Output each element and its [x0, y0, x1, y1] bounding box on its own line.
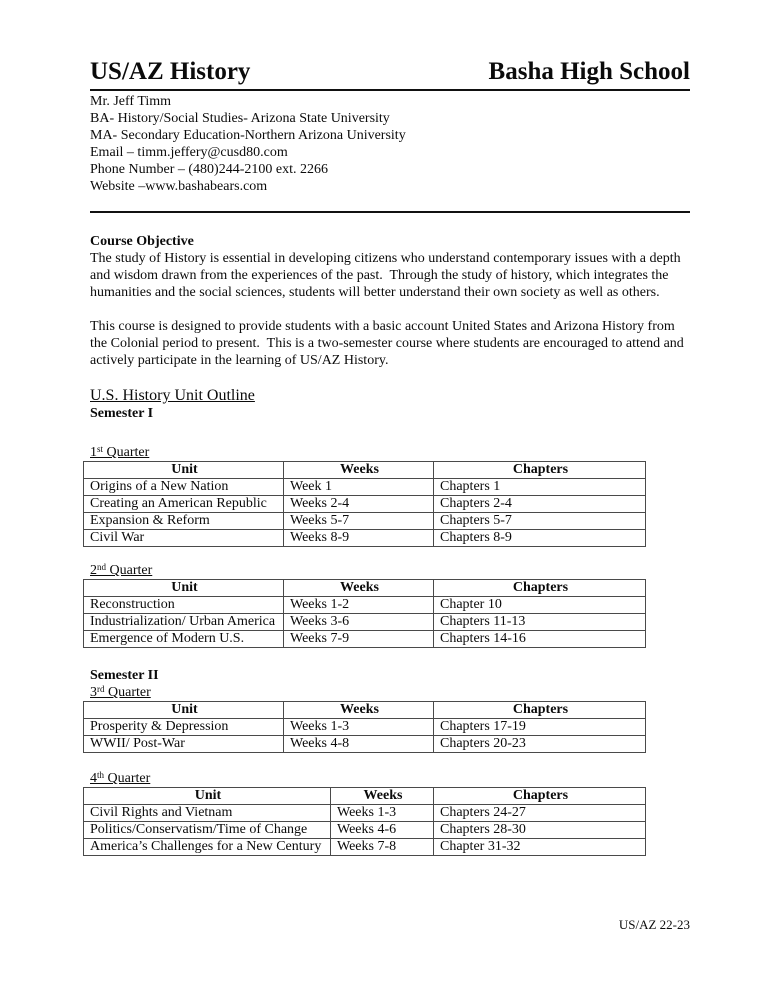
quarter-2-heading: 2nd Quarter	[90, 562, 153, 578]
column-header-chapters: Chapters	[434, 580, 646, 597]
table-row	[84, 513, 646, 530]
unit-cell: America’s Challenges for a New Century	[84, 839, 331, 856]
column-header-weeks: Weeks	[284, 702, 434, 719]
unit-cell: WWII/ Post-War	[84, 736, 284, 753]
unit-outline-heading: U.S. History Unit Outline	[90, 387, 255, 404]
ba-credential: BA- History/Social Studies- Arizona State University	[90, 111, 390, 126]
course-objective-heading: Course Objective	[90, 234, 194, 249]
unit-cell: Expansion & Reform	[84, 513, 284, 530]
unit-cell: Prosperity & Depression	[84, 719, 284, 736]
unit-cell: Emergence of Modern U.S.	[84, 631, 284, 648]
column-header-weeks: Weeks	[284, 580, 434, 597]
unit-cell: Civil War	[84, 530, 284, 547]
chapters-cell: Chapters 8-9	[434, 530, 646, 547]
table-row	[84, 479, 646, 496]
teacher-name: Mr. Jeff Timm	[90, 94, 172, 109]
column-header-unit: Unit	[84, 702, 284, 719]
chapters-cell: Chapters 20-23	[434, 736, 646, 753]
column-header-unit: Unit	[84, 462, 284, 479]
weeks-cell: Weeks 4-6	[331, 822, 434, 839]
unit-cell: Civil Rights and Vietnam	[84, 805, 331, 822]
weeks-cell: Weeks 4-8	[284, 736, 434, 753]
chapters-cell: Chapter 10	[434, 597, 646, 614]
ma-credential: MA- Secondary Education-Northern Arizona University	[90, 128, 406, 143]
column-header-chapters: Chapters	[434, 788, 646, 805]
column-header-unit: Unit	[84, 788, 331, 805]
unit-cell: Industrialization/ Urban America	[84, 614, 284, 631]
unit-cell: Creating an American Republic	[84, 496, 284, 513]
weeks-cell: Weeks 7-8	[331, 839, 434, 856]
quarter-1-table	[83, 461, 646, 547]
weeks-cell: Weeks 1-3	[331, 805, 434, 822]
column-header-chapters: Chapters	[434, 462, 646, 479]
chapters-cell: Chapters 2-4	[434, 496, 646, 513]
weeks-cell: Weeks 1-3	[284, 719, 434, 736]
weeks-cell: Weeks 7-9	[284, 631, 434, 648]
chapters-cell: Chapters 14-16	[434, 631, 646, 648]
quarter-1-heading: 1st Quarter	[90, 444, 150, 460]
column-header-unit: Unit	[84, 580, 284, 597]
table-row	[84, 597, 646, 614]
chapters-cell: Chapters 17-19	[434, 719, 646, 736]
chapters-cell: Chapters 1	[434, 479, 646, 496]
website-line: Website –www.bashabears.com	[90, 179, 268, 194]
chapters-cell: Chapters 24-27	[434, 805, 646, 822]
table-row	[84, 631, 646, 648]
course-title: US/AZ History	[90, 58, 251, 85]
table-row	[84, 822, 646, 839]
column-header-chapters: Chapters	[434, 702, 646, 719]
school-name: Basha High School	[488, 58, 690, 85]
objective-paragraph-1: The study of History is essential in developing citizens who understand contemporary issues with a depth and wisdom drawn from the experiences of the past. Through the study of history, which integrates the humanities and the social sciences, students will better understand their own society as well as others.	[90, 251, 685, 300]
quarter-3-table	[83, 701, 646, 753]
table-row	[84, 614, 646, 631]
chapters-cell: Chapters 28-30	[434, 822, 646, 839]
document-header	[90, 56, 690, 91]
objective-paragraph-2: This course is designed to provide students with a basic account United States and Arizona History from the Colonial period to present. This is a two-semester course where students are encouraged to attend and actively participate in the learning of US/AZ History.	[90, 319, 688, 368]
semester-2-label: Semester II	[90, 668, 159, 683]
table-row	[84, 839, 646, 856]
phone-line: Phone Number – (480)244-2100 ext. 2266	[90, 162, 328, 177]
quarter-2-table	[83, 579, 646, 648]
unit-cell: Reconstruction	[84, 597, 284, 614]
weeks-cell: Weeks 5-7	[284, 513, 434, 530]
weeks-cell: Weeks 3-6	[284, 614, 434, 631]
weeks-cell: Weeks 2-4	[284, 496, 434, 513]
page-footer-label: US/AZ 22-23	[618, 917, 690, 932]
column-header-weeks: Weeks	[284, 462, 434, 479]
quarter-3-heading: 3rd Quarter	[90, 684, 151, 700]
semester-1-label: Semester I	[90, 406, 154, 421]
chapters-cell: Chapter 31-32	[434, 839, 646, 856]
table-row	[84, 736, 646, 753]
column-header-weeks: Weeks	[331, 788, 434, 805]
table-row	[84, 805, 646, 822]
section-divider	[90, 211, 690, 213]
weeks-cell: Weeks 8-9	[284, 530, 434, 547]
chapters-cell: Chapters 11-13	[434, 614, 646, 631]
table-row	[84, 496, 646, 513]
table-row	[84, 530, 646, 547]
quarter-4-heading: 4th Quarter	[90, 770, 151, 786]
weeks-cell: Weeks 1-2	[284, 597, 434, 614]
outline-heading-row	[90, 369, 690, 405]
contact-info	[90, 93, 690, 195]
weeks-cell: Week 1	[284, 479, 434, 496]
unit-cell: Origins of a New Nation	[84, 479, 284, 496]
chapters-cell: Chapters 5-7	[434, 513, 646, 530]
unit-cell: Politics/Conservatism/Time of Change	[84, 822, 331, 839]
email-line: Email – timm.jeffery@cusd80.com	[90, 145, 288, 160]
table-row	[84, 719, 646, 736]
quarter-4-table	[83, 787, 646, 856]
